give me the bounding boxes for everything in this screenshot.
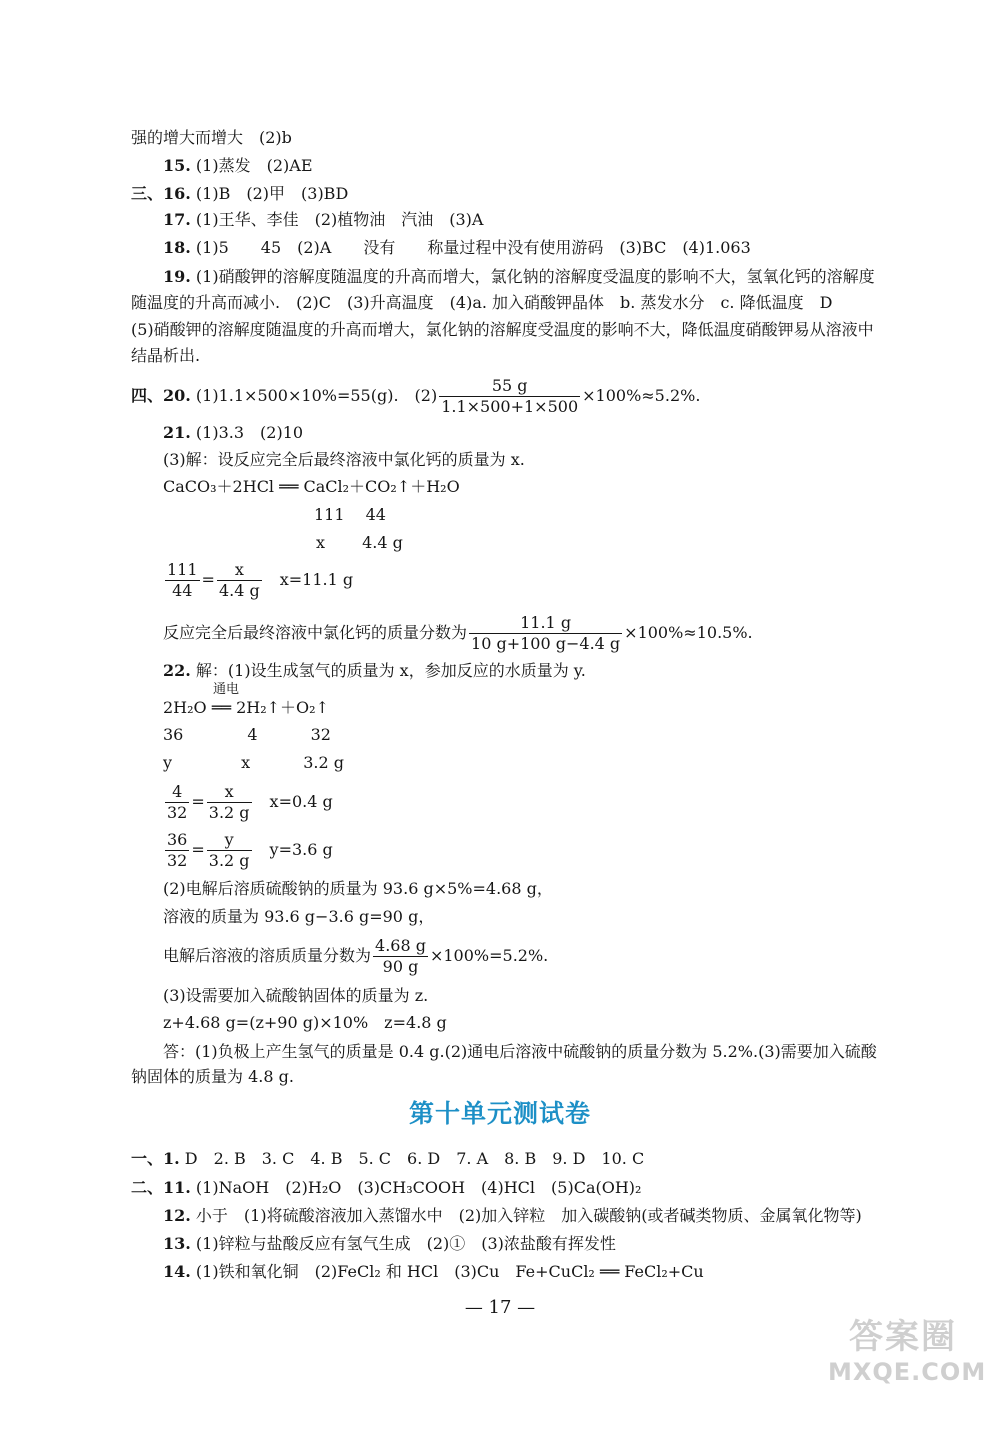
result-text: x=11.1 g xyxy=(263,570,354,589)
answer-text: 小于 (1)将硫酸溶液加入蒸馏水中 (2)加入锌粒 加入碳酸钠(或者碱类物质、金属氧化物等) xyxy=(190,1206,862,1225)
question-14 xyxy=(163,1261,704,1283)
watermark-url: MXQE.COM xyxy=(828,1358,987,1386)
fraction-denominator: 32 xyxy=(167,803,188,822)
question-19 xyxy=(163,266,875,288)
fraction-numerator: 11.1 g xyxy=(469,613,622,634)
fraction-numerator: x xyxy=(207,782,252,803)
answer-text: ×100%=5.2%. xyxy=(429,946,549,965)
text-line: (5)硝酸钾的溶解度随温度的升高而增大，氯化钠的溶解度受温度的影响不大，降低温度硝酸钾易从溶液中 xyxy=(131,320,874,339)
answer-text: (1)蒸发 (2)AE xyxy=(190,156,313,175)
proportion xyxy=(163,828,333,872)
question-15 xyxy=(163,155,313,177)
question-13 xyxy=(163,1233,616,1255)
answer-text: 反应完全后最终溶液中氯化钙的质量分数为 xyxy=(163,623,468,642)
fraction-numerator: 4.68 g xyxy=(375,936,426,955)
answer-text: (1)锌粒与盐酸反应有氢气生成 (2)① (3)浓盐酸有挥发性 xyxy=(190,1234,616,1253)
equation-ratio-row: 36 4 32 xyxy=(163,725,331,744)
text-line: z+4.68 g=(z+90 g)×10% z=4.8 g xyxy=(163,1013,447,1032)
result-line xyxy=(163,611,753,655)
fraction-numerator: x xyxy=(217,560,262,581)
fraction xyxy=(207,782,252,823)
question-number: 一、1. xyxy=(131,1149,180,1168)
answer-text: D 2. B 3. C 4. B 5. C 6. D 7. A 8. B 9. D 10. C xyxy=(179,1149,645,1168)
question-number: 19. xyxy=(163,267,191,286)
multiple-choice-answers xyxy=(131,1148,644,1170)
section-title: 第十单元测试卷 xyxy=(408,1099,591,1128)
text-line: (3)解：设反应完全后最终溶液中氯化钙的质量为 x. xyxy=(163,450,525,469)
answer-text: (1)1.1×500×10%=55(g). (2) xyxy=(190,386,438,405)
result-text: y=3.6 g xyxy=(253,840,333,859)
answer-text: (1)NaOH (2)H₂O (3)CH₃COOH (4)HCl (5)Ca(OH)₂ xyxy=(190,1178,642,1197)
answer-text: (1)硝酸钾的溶解度随温度的升高而增大，氯化钠的溶解度受温度的影响不大，氢氧化钙的溶解度 xyxy=(190,267,875,286)
fraction xyxy=(469,613,622,654)
equation-value-row: y x 3.2 g xyxy=(163,753,345,772)
text-line: 钠固体的质量为 4.8 g. xyxy=(131,1067,294,1086)
answer-text: 电解后溶液的溶质质量分数为 xyxy=(163,946,372,965)
question-12 xyxy=(163,1205,862,1227)
page-number: — 17 — xyxy=(464,1297,536,1318)
question-16 xyxy=(131,183,348,205)
equation-value-row: x 4.4 g xyxy=(316,533,403,552)
proportion xyxy=(163,558,353,602)
equals-sign: = xyxy=(191,792,205,811)
fraction xyxy=(373,936,428,977)
fraction xyxy=(207,830,252,871)
question-number: 21. xyxy=(163,423,191,442)
chemical-equation: CaCO₃＋2HCl ══ CaCl₂＋CO₂↑＋H₂O xyxy=(163,477,460,496)
fraction-numerator: y xyxy=(207,830,252,851)
proportion xyxy=(163,780,333,824)
equals-sign: = xyxy=(201,570,215,589)
fraction-numerator: 36 xyxy=(167,830,188,849)
answer-text: (1)5 45 (2)A 没有 称量过程中没有使用游码 (3)BC (4)1.063 xyxy=(190,238,751,257)
reaction-condition: 通电 xyxy=(213,682,240,697)
fraction xyxy=(217,560,262,601)
fraction-denominator: 10 g+100 g−4.4 g xyxy=(471,634,621,653)
fraction-denominator: 3.2 g xyxy=(208,851,250,870)
question-number: 四、20. xyxy=(131,386,191,405)
question-11 xyxy=(131,1177,641,1199)
question-number: 15. xyxy=(163,156,191,175)
fraction-numerator: 4 xyxy=(165,782,189,803)
answer-text: (1)铁和氧化铜 (2)FeCl₂ 和 HCl (3)Cu Fe+CuCl₂ ══ FeCl₂+Cu xyxy=(190,1262,704,1281)
question-20 xyxy=(131,374,700,418)
text-line: 随温度的升高而减小. (2)C (3)升高温度 (4)a. 加入硝酸钾晶体 b. 蒸发水分 c. 降低温度 D xyxy=(131,293,833,312)
text-line: (3)设需要加入硫酸钠固体的质量为 z. xyxy=(163,986,429,1005)
fraction xyxy=(165,830,189,871)
text-line: 强的增大而增大 (2)b xyxy=(131,128,292,147)
question-number: 三、16. xyxy=(131,184,191,203)
text-line: 答：(1)负极上产生氢气的质量是 0.4 g.(2)通电后溶液中硫酸钠的质量分数为 5.2%.(3)需要加入硫酸 xyxy=(163,1042,877,1061)
question-number: 二、11. xyxy=(131,1178,191,1197)
question-number: 12. xyxy=(163,1206,191,1225)
fraction-denominator: 1.1×500+1×500 xyxy=(441,397,579,416)
question-22 xyxy=(163,660,586,682)
fraction-denominator: 44 xyxy=(172,581,193,600)
result-line xyxy=(163,934,548,978)
text-line: 溶液的质量为 93.6 g−3.6 g=90 g， xyxy=(163,907,435,926)
answer-text: (1)3.3 (2)10 xyxy=(190,423,304,442)
question-number: 14. xyxy=(163,1262,191,1281)
fraction xyxy=(165,560,200,601)
fraction-denominator: 3.2 g xyxy=(208,803,250,822)
fraction xyxy=(165,782,189,823)
question-21 xyxy=(163,422,303,444)
fraction-numerator: 55 g xyxy=(439,376,580,397)
fraction-numerator: 111 xyxy=(167,560,198,579)
answer-text: ×100%≈5.2%. xyxy=(582,386,701,405)
result-text: x=0.4 g xyxy=(253,792,333,811)
equals-sign: = xyxy=(191,840,205,859)
equation-ratio-row: 111 44 xyxy=(314,505,386,524)
text-line: (2)电解后溶质硫酸钠的质量为 93.6 g×5%=4.68 g， xyxy=(163,879,553,898)
question-number: 18. xyxy=(163,238,191,257)
fraction-denominator: 32 xyxy=(167,851,188,870)
fraction-denominator: 90 g xyxy=(382,957,419,976)
answer-text: (1)B (2)甲 (3)BD xyxy=(190,184,349,203)
answer-text: ×100%≈10.5%. xyxy=(624,623,753,642)
text-line: 结晶析出. xyxy=(131,346,201,365)
watermark-logo xyxy=(828,1309,987,1397)
fraction xyxy=(439,376,580,417)
fraction-denominator: 4.4 g xyxy=(218,581,260,600)
answer-text: (1)王华、李佳 (2)植物油 汽油 (3)A xyxy=(190,210,484,229)
chemical-equation: 2H₂O ══ 2H₂↑＋O₂↑ xyxy=(163,698,329,717)
question-number: 17. xyxy=(163,210,191,229)
question-17 xyxy=(163,209,483,231)
watermark-text: 答案圈 xyxy=(849,1317,957,1357)
question-number: 13. xyxy=(163,1234,191,1253)
question-18 xyxy=(163,237,751,259)
question-number: 22. xyxy=(163,661,191,680)
answer-text: 解：(1)设生成氢气的质量为 x，参加反应的水质量为 y. xyxy=(190,661,586,680)
